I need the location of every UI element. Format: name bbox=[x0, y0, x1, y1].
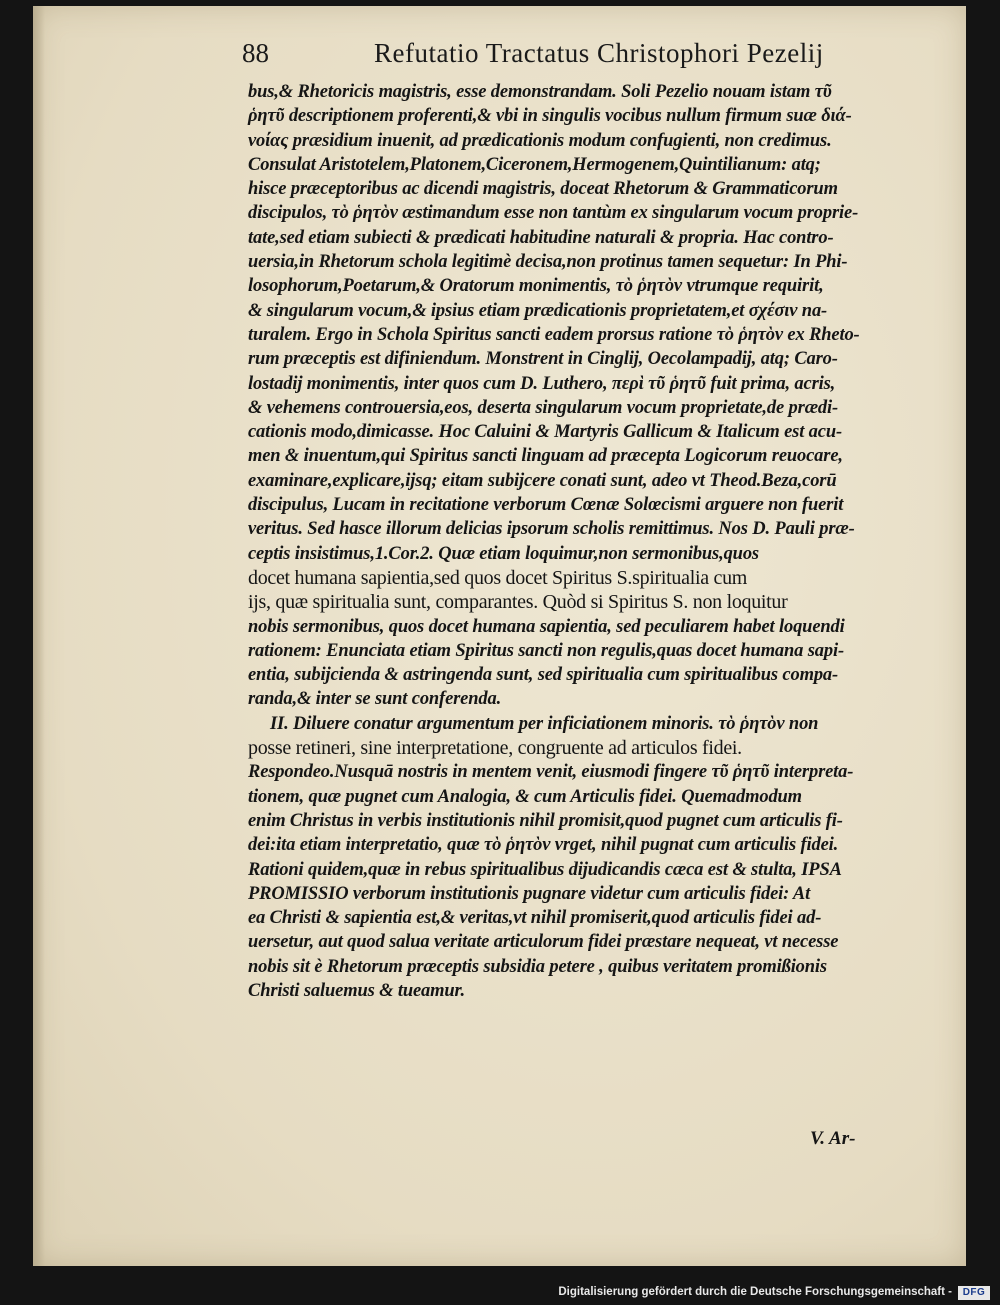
text-line: uersetur, aut quod salua veritate articulorum fidei præstare nequeat, vt necesse bbox=[248, 932, 839, 953]
text-line: Rationi quidem,quæ in rebus spiritualibus dijudicandis cæca est & stulta, IPSA bbox=[248, 859, 842, 880]
text-line: rationem: Enunciata etiam Spiritus sancti non regulis,quas docet humana sapi- bbox=[248, 640, 844, 661]
text-line: ijs, quæ spiritualia sunt, comparantes. Quòd si Spiritus S. non loquitur bbox=[248, 591, 788, 614]
page-number: 88 bbox=[242, 38, 269, 68]
running-header bbox=[242, 38, 922, 78]
text-line: docet humana sapientia,sed quos docet Spiritus S.spiritualia cum bbox=[248, 566, 748, 589]
text-line: ea Christi & sapientia est,& veritas,vt nihil promiserit,quod articulis fidei ad- bbox=[248, 908, 822, 929]
text-line: νοίας præsidium inuenit, ad prædicationis modum confugienti, non credimus. bbox=[248, 130, 832, 151]
text-line: turalem. Ergo in Schola Spiritus sancti eadem prorsus ratione τὸ ῥητὸν ex Rheto- bbox=[248, 324, 860, 345]
text-line: losophorum,Poetarum,& Oratorum monimentis, τὸ ῥητὸν vtrumque requirit, bbox=[248, 276, 824, 297]
text-line: randa,& inter se sunt conferenda. bbox=[248, 689, 502, 710]
text-line: bus,& Rhetoricis magistris, esse demonstrandam. Soli Pezelio nouam istam τῦ bbox=[248, 82, 832, 102]
text-line: uersia,in Rhetorum schola legitimè decisa,non protinus tamen sequetur: In Phi- bbox=[248, 252, 848, 273]
text-line: posse retineri, sine interpretatione, congruente ad articulos fidei. bbox=[248, 737, 742, 760]
text-line: cationis modo,dimicasse. Hoc Caluini & Martyris Gallicum & Italicum est acu- bbox=[248, 422, 842, 443]
text-line: enim Christus in verbis institutionis nihil promisit,quod pugnet cum articulis fi- bbox=[248, 810, 843, 831]
dfg-logo: DFG bbox=[958, 1286, 990, 1300]
funding-credit: Digitalisierung gefördert durch die Deutsche Forschungsgemeinschaft - bbox=[558, 1286, 952, 1298]
text-line: nobis sit è Rhetorum præceptis subsidia petere , quibus veritatem promißionis bbox=[248, 956, 827, 977]
text-line: dei:ita etiam interpretatio, quæ τὸ ῥητὸν vrget, nihil pugnat cum articulis fidei. bbox=[248, 835, 839, 856]
text-line: ῥητῦ descriptionem proferenti,& vbi in singulis vocibus nullum firmum suæ διά- bbox=[248, 106, 852, 127]
text-line: & singularum vocum,& ipsius etiam prædicationis proprietatem,et σχέσιν na- bbox=[248, 300, 828, 321]
page-gutter-shadow bbox=[33, 6, 45, 1266]
text-line: lostadij monimentis, inter quos cum D. Luthero, περὶ τῦ ῥητῦ fuit prima, acris, bbox=[248, 373, 836, 394]
text-line: men & inuentum,qui Spiritus sancti linguam ad præcepta Logicorum reuocare, bbox=[248, 446, 843, 467]
text-line: discipulos, τὸ ῥητὸν æstimandum esse non tantùm ex singularum vocum proprie- bbox=[248, 203, 859, 224]
text-line: discipulus, Lucam in recitatione verborum Cœnæ Solœcismi arguere non fuerit bbox=[248, 495, 844, 516]
text-line: entia, subijcienda & astringenda sunt, sed spiritualia cum spiritualibus compa- bbox=[248, 665, 839, 686]
text-line: tate,sed etiam subiecti & prædicati habitudine naturali & propria. Hac contro- bbox=[248, 227, 834, 248]
text-line: PROMISSIO verborum institutionis pugnare videtur cum articulis fidei: At bbox=[248, 883, 811, 904]
running-title: Refutatio Tractatus Christophori Pezelij bbox=[374, 38, 824, 68]
text-line: hisce præceptoribus ac dicendi magistris, doceat Rhetorum & Grammaticorum bbox=[248, 179, 838, 200]
body-text bbox=[248, 80, 912, 1003]
catchword: V. Ar- bbox=[810, 1128, 856, 1149]
text-line: ceptis insistimus,1.Cor.2. Quæ etiam loquimur,non sermonibus,quos bbox=[248, 543, 759, 564]
text-line: Christi saluemus & tueamur. bbox=[248, 980, 466, 1001]
text-line: Respondeo.Nusquā nostris in mentem venit, eiusmodi fingere τῦ ῥητῦ interpreta- bbox=[248, 762, 854, 783]
text-line: II. Diluere conatur argumentum per inficiationem minoris. τὸ ῥητὸν non bbox=[270, 713, 819, 734]
text-line: nobis sermonibus, quos docet humana sapientia, sed peculiarem habet loquendi bbox=[248, 616, 845, 637]
text-line: veritus. Sed hasce illorum delicias ipsorum scholis remittimus. Nos D. Pauli præ- bbox=[248, 519, 855, 540]
text-line: & vehemens controuersia,eos, deserta singularum vocum proprietate,de prædi- bbox=[248, 397, 839, 418]
text-line: rum præceptis est difiniendum. Monstrent in Cinglij, Oecolampadij, atq; Caro- bbox=[248, 349, 838, 370]
text-line: examinare,explicare,ijsq; eitam subijcere conati sunt, adeo vt Theod.Beza,corū bbox=[248, 470, 837, 491]
footer-bar bbox=[0, 1284, 1000, 1305]
text-line: Consulat Aristotelem,Platonem,Ciceronem,Hermogenem,Quintilianum: atq; bbox=[248, 154, 821, 175]
text-line: tionem, quæ pugnet cum Analogia, & cum Articulis fidei. Quemadmodum bbox=[248, 786, 802, 807]
